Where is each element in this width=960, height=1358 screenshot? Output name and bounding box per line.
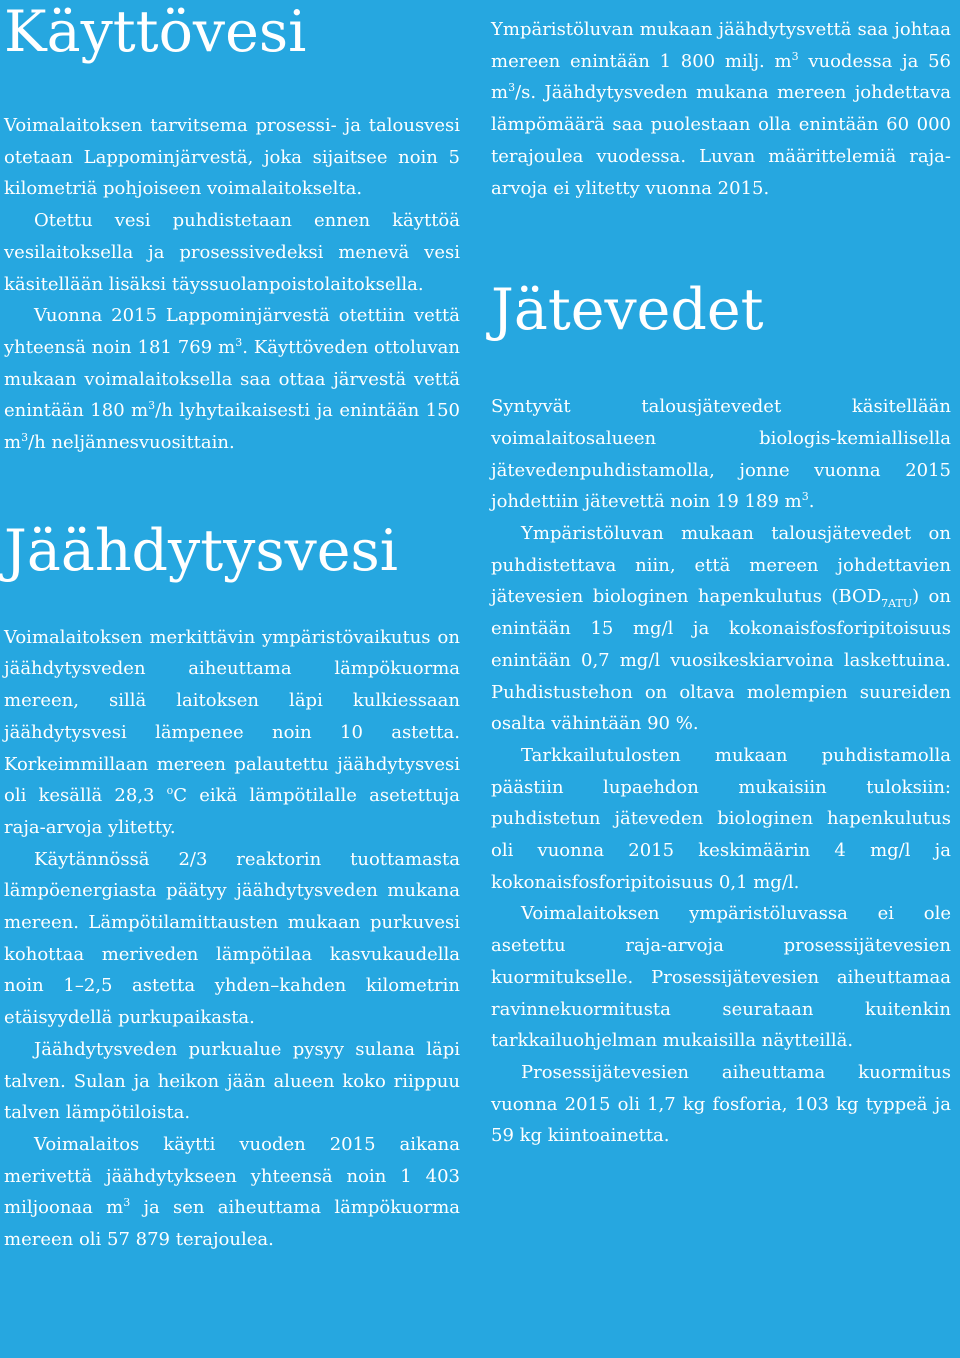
- text-intake-c: /h lyhytaikaisesti ja enintään 150 m: [4, 400, 460, 454]
- superscript-cube: 3: [123, 1196, 131, 1210]
- paragraph-permit-limits: [491, 14, 951, 204]
- text-usage-a: Voimalaitos käytti vuoden 2015 aikana merivettä jäähdytykseen yhteensä noin 1 403 miljoonaa m: [4, 1133, 460, 1219]
- text-intake-a: Vuonna 2015 Lappominjärvestä otettiin vettä yhteensä noin 181 769 m: [4, 305, 460, 358]
- text-process-wastewater: Voimalaitoksen ympäristöluvassa ei ole asetettu raja-arvoja prosessijätevesien kuormitukselle. Prosessijätevesien aiheuttamaa ravinnekuormitusta seurataan kuitenkin tarkkailuohjelman mukaisilla näytteillä.: [491, 903, 951, 1052]
- superscript-cube: 3: [235, 335, 243, 349]
- text-permit-b: vuodessa ja 56 m: [491, 50, 951, 104]
- paragraph-process-load: [491, 1057, 951, 1152]
- subscript-bod: 7ATU: [881, 597, 913, 611]
- text-water-source: Voimalaitoksen tarvitsema prosessi- ja talousvesi otetaan Lappominjärvestä, joka sijaitsee noin 5 kilometriä pohjoiseen voimalaitokselta.: [4, 115, 460, 200]
- paragraph-cooling-heat: [4, 844, 460, 1034]
- text-cooling-heat: Käytännössä 2/3 reaktorin tuottamasta lämpöenergiasta päätyy jäähdytysveden mukana mereen. Lämpötilamittausten mukaan purkuvesi kohottaa meriveden lämpötilaa kasvukaudella noin 1–2,5 astetta yhden–kahden kilometrin etäisyydellä purkupaikasta.: [4, 848, 460, 1029]
- paragraph-process-wastewater: [491, 898, 951, 1057]
- text-water-treatment: Otettu vesi puhdistetaan ennen käyttöä vesilaitoksella ja prosessivedeksi menevä vesi käsitellään lisäksi täyssuolanpoistolaitoksella.: [4, 210, 460, 295]
- text-cooling-impact: Voimalaitoksen merkittävin ympäristövaikutus on jäähdytysveden aiheuttama lämpökuorma mereen, sillä laitoksen läpi kulkiessaan jäähdytysvesi lämpenee noin 10 astetta. Korkeimmillaan mereen palautettu jäähdytysvesi oli kesällä 28,3: [4, 626, 460, 807]
- paragraph-monitoring-results: [491, 740, 951, 899]
- paragraph-cooling-impact: [4, 622, 460, 844]
- paragraph-water-intake: [4, 300, 460, 459]
- superscript-degree: o: [166, 784, 174, 798]
- text-limits-b: ) on enintään 15 mg/l ja kokonaisfosforipitoisuus enintään 0,7 mg/l vuosikeskiarvoina laskettuina. Puhdistustehon on oltava molempien suureiden osalta vähintään 90 %.: [491, 586, 951, 735]
- text-permit-a: Ympäristöluvan mukaan jäähdytysvettä saa johtaa mereen enintään 1 800 milj. m: [491, 19, 951, 72]
- right-column: [491, 0, 951, 1152]
- text-intake-b: . Käyttöveden ottoluvan mukaan voimalaitoksella saa ottaa järvestä vettä enintään 180 m: [4, 336, 461, 422]
- text-wastewater-b: .: [808, 491, 815, 513]
- text-process-load: Prosessijätevesien aiheuttama kuormitus vuonna 2015 oli 1,7 kg fosforia, 103 kg typpeä ja 59 kg kiintoainetta.: [491, 1061, 951, 1147]
- heading-jaahdytysvesi: Jäähdytysvesi: [4, 517, 398, 584]
- text-cooling-winter: Jäähdytysveden purkualue pysyy sulana läpi talven. Sulan ja heikon jään alueen koko riippuu talven lämpötiloista.: [4, 1038, 460, 1124]
- superscript-cube: 3: [21, 431, 29, 445]
- text-limits-a: Ympäristöluvan mukaan talousjätevedet on puhdistettava niin, että mereen johdettavien jätevesien biologinen hapenkulutus (BOD: [491, 523, 951, 608]
- paragraph-cooling-winter: [4, 1034, 460, 1129]
- text-permit-c: /s. Jäähdytysveden mukana mereen johdettava lämpömäärä saa puolestaan olla enintään 60 000 terajoulea vuodessa. Luvan määrittelemiä raja-arvoja ei ylitetty vuonna 2015.: [491, 82, 951, 199]
- left-column: [4, 0, 460, 1256]
- paragraph-cooling-usage: [4, 1129, 460, 1256]
- superscript-cube: 3: [801, 490, 809, 504]
- superscript-cube: 3: [148, 399, 156, 413]
- paragraph-water-treatment: [4, 205, 460, 300]
- heading-kayttovesi: Käyttövesi: [4, 0, 307, 65]
- paragraph-water-source: [4, 110, 460, 205]
- paragraph-wastewater-limits: [491, 518, 951, 740]
- text-monitoring-results: Tarkkailutulosten mukaan puhdistamolla päästiin lupaehdon mukaisiin tuloksiin: puhdistetun jäteveden biologinen hapenkulutus oli vuonna 2015 keskimäärin 4 mg/l ja kokonaisfosforipitoisuus 0,1 mg/l.: [491, 744, 951, 893]
- heading-jatevedet: Jätevedet: [491, 277, 764, 344]
- text-usage-b: ja sen aiheuttama lämpökuorma mereen oli 57 879 terajoulea.: [4, 1197, 460, 1251]
- text-cooling-impact-b: C eikä lämpötilalle asetettuja raja-arvoja ylitetty.: [4, 785, 460, 838]
- paragraph-wastewater-treatment: [491, 391, 951, 518]
- text-intake-d: /h neljännesvuosittain.: [28, 432, 235, 454]
- superscript-cube: 3: [508, 81, 516, 95]
- superscript-cube: 3: [791, 49, 799, 63]
- text-wastewater-a: Syntyvät talousjätevedet käsitellään voimalaitosalueen biologis-kemiallisella jätevedenpuhdistamolla, jonne vuonna 2015 johdettiin jätevettä noin 19 189 m: [491, 396, 951, 513]
